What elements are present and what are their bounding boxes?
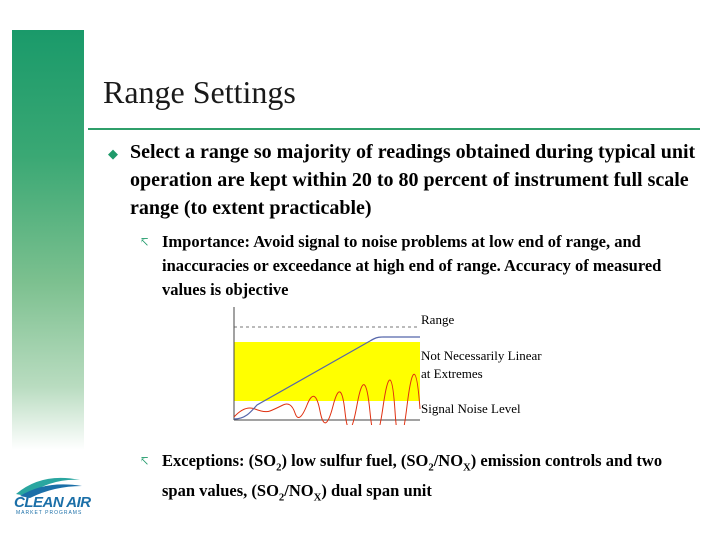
logo-subtitle: MARKET PROGRAMS [16, 510, 83, 516]
label-range: Range [421, 312, 455, 327]
sub-bullet-importance: Importance: Avoid signal to noise problems at low end of range, and inaccuracies or exceedance at high end of range. Accuracy of measured values is objective [162, 232, 662, 299]
operating-band [234, 342, 420, 401]
label-noise: Signal Noise Level [421, 401, 521, 416]
logo-name: CLEAN AIR [14, 494, 91, 511]
diamond-bullet-icon: ◆ [108, 146, 118, 161]
title-divider [88, 128, 700, 130]
label-linear-1: Not Necessarily Linear [421, 348, 542, 363]
label-linear-2: at Extremes [421, 366, 483, 381]
main-bullet-text: Select a range so majority of readings obtained during typical unit operation are kept within 20 to 80 percent of instrument full scale range (to extent practicable) [130, 141, 696, 219]
decorative-sidebar [12, 30, 84, 450]
slide-title: Range Settings [103, 74, 296, 110]
sub-bullet-exceptions: Exceptions: $(SO_2)$ low sulfur fuel, $(SO_2/NO_X)$ emission controls and two span values, $(SO_2/NO_X)$ dual span unit [162, 451, 663, 504]
range-diagram [225, 305, 425, 430]
arrow-bullet-icon: ↸ [140, 237, 150, 249]
range-diagram-svg [225, 305, 425, 425]
arrow-bullet-icon: ↸ [140, 456, 150, 468]
